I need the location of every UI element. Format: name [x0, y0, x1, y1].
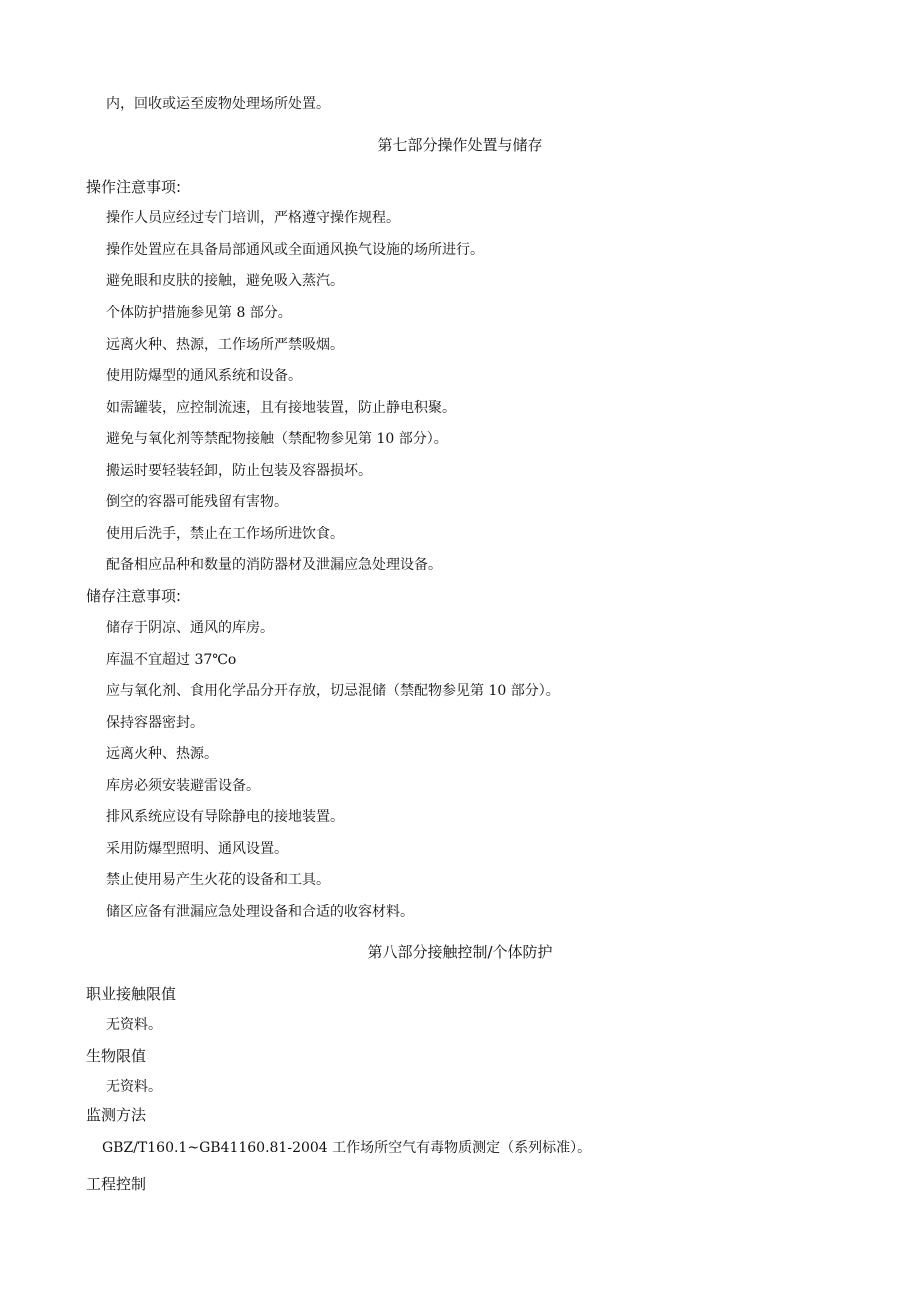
handling-item: 倒空的容器可能残留有害物。	[106, 494, 288, 510]
occupational-limit-label: 职业接触限值	[86, 985, 177, 1003]
monitoring-method-label: 监测方法	[86, 1106, 147, 1124]
storage-label: 储存注意事项:	[86, 587, 182, 605]
handling-item: 个体防护措施参见第 8 部分。	[106, 305, 292, 321]
biological-limit-value: 无资料。	[106, 1079, 162, 1095]
storage-item: 库温不宜超过 37℃o	[106, 652, 237, 668]
handling-item: 使用防爆型的通风系统和设备。	[106, 368, 302, 384]
storage-item: 库房必须安装避雷设备。	[106, 778, 260, 794]
storage-item: 禁止使用易产生火花的设备和工具。	[106, 872, 330, 888]
storage-item: 排风系统应设有导除静电的接地装置。	[106, 809, 344, 825]
storage-item: 储存于阴凉、通风的库房。	[106, 620, 274, 636]
occupational-limit-value: 无资料。	[106, 1017, 162, 1033]
biological-limit-label: 生物限值	[86, 1047, 147, 1065]
handling-item: 避免与氧化剂等禁配物接触（禁配物参见第 10 部分）。	[106, 431, 448, 447]
handling-item: 如需罐装，应控制流速，且有接地装置，防止静电积聚。	[106, 400, 456, 416]
handling-item: 操作处置应在具备局部通风或全面通风换气设施的场所进行。	[106, 242, 484, 258]
handling-item: 使用后洗手，禁止在工作场所进饮食。	[106, 526, 344, 542]
section-7-title: 第七部分操作处置与储存	[377, 136, 543, 154]
handling-item: 避免眼和皮肤的接触，避免吸入蒸汽。	[106, 273, 344, 289]
storage-item: 采用防爆型照明、通风设置。	[106, 841, 288, 857]
storage-item: 应与氧化剂、食用化学品分开存放，切忌混储（禁配物参见第 10 部分）。	[106, 683, 560, 699]
handling-item: 配备相应品种和数量的消防器材及泄漏应急处理设备。	[106, 557, 442, 573]
intro-line: 内，回收或运至废物处理场所处置。	[106, 96, 330, 112]
section-8-title: 第八部分接触控制/个体防护	[367, 943, 553, 961]
handling-item: 搬运时要轻装轻卸，防止包装及容器损坏。	[106, 463, 372, 479]
storage-item: 远离火种、热源。	[106, 746, 218, 762]
storage-item: 储区应备有泄漏应急处理设备和合适的收容材料。	[106, 904, 414, 920]
engineering-control-label: 工程控制	[86, 1175, 147, 1193]
handling-item: 远离火种、热源，工作场所严禁吸烟。	[106, 337, 344, 353]
monitoring-method-value: GBZ/T160.1~GB41160.81-2004 工作场所空气有毒物质测定（系列标准）。	[102, 1140, 592, 1156]
handling-label: 操作注意事项:	[86, 178, 182, 196]
handling-item: 操作人员应经过专门培训，严格遵守操作规程。	[106, 210, 400, 226]
storage-item: 保持容器密封。	[106, 715, 204, 731]
